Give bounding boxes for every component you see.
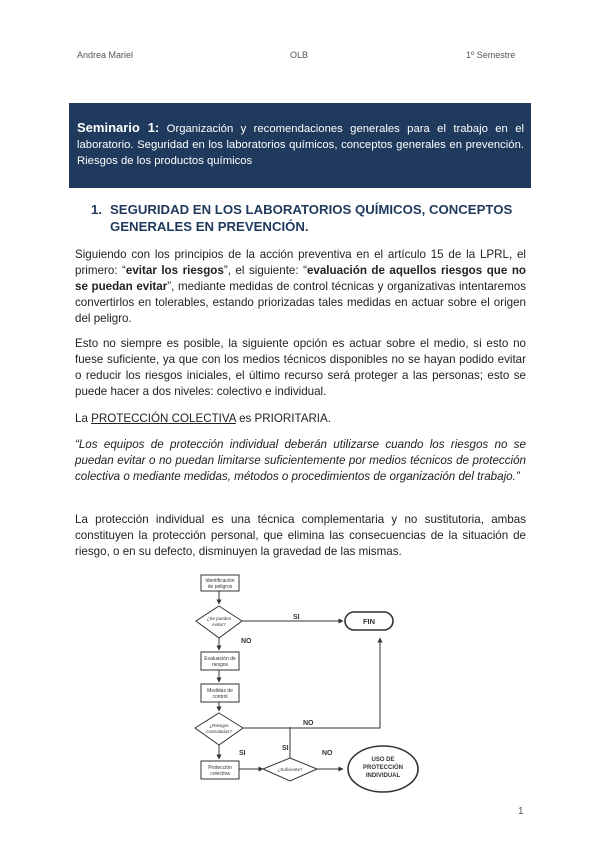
paragraph-individual: La protección individual es una técnica complementaria y no sustitutoria, ambas constituyen la protección personal, que elimina las consecuencias de la situación de riesgo, o en su defecto, disminuyen la gravedad de las mismas. bbox=[75, 513, 526, 558]
svg-text:control bbox=[212, 694, 227, 700]
fc-label-si-2: SI bbox=[239, 750, 246, 757]
fc-label-si-3: SI bbox=[282, 745, 289, 752]
page-number: 1 bbox=[518, 806, 524, 817]
svg-text:PROTECCIÓN bbox=[363, 763, 403, 771]
fc-box4-line2: colectiva bbox=[210, 771, 230, 777]
svg-text:NO bbox=[241, 638, 252, 645]
fc-box2-line2: riesgos bbox=[211, 662, 229, 668]
svg-text:controlados? bbox=[206, 729, 232, 734]
seminar-label: Seminario 1: bbox=[77, 120, 160, 135]
paragraph-collective bbox=[75, 411, 526, 427]
fc-epi-line1: USO DE bbox=[371, 757, 395, 763]
svg-text:NO bbox=[303, 720, 314, 727]
svg-text:NO bbox=[322, 750, 333, 757]
fc-d2-line1: ¿Riesgos bbox=[209, 723, 229, 728]
svg-text:FIN bbox=[363, 617, 375, 626]
fc-epi-line3: INDIVIDUAL bbox=[365, 773, 401, 779]
seminar-banner bbox=[69, 103, 531, 188]
fc-box3-line1: Medidas de bbox=[207, 688, 233, 694]
fc-d1-line2: evitar? bbox=[212, 622, 226, 627]
para1-text-3: ”, mediante medidas de control técnicas y organizativas intentaremos convertirlos en tolerables, estando priorizadas tales medidas en actuar sobre el origen del peligro. bbox=[75, 280, 526, 325]
fc-box1-line1: Identificación bbox=[205, 578, 235, 584]
fc-label-no-2: NO bbox=[303, 720, 314, 727]
header-term: 1º Semestre bbox=[466, 50, 516, 60]
fc-label-no-3: NO bbox=[322, 750, 333, 757]
fc-d1-line1: ¿Se pueden bbox=[206, 616, 232, 621]
seminar-description: Organización y recomendaciones generales para el trabajo en el laboratorio. Seguridad en los laboratorios químicos, conceptos generales en prevención. Riesgos de los productos químicos bbox=[77, 123, 524, 167]
svg-text:USO DE bbox=[371, 757, 394, 763]
svg-text:colectiva bbox=[210, 771, 230, 777]
svg-text:SI bbox=[293, 614, 300, 621]
svg-text:de peligros bbox=[208, 584, 233, 590]
fc-box4-line1: Protección bbox=[208, 765, 232, 771]
svg-text:evitar? bbox=[212, 622, 226, 627]
fc-label-no-1: NO bbox=[241, 638, 252, 645]
para3-post: es PRIORITARIA. bbox=[235, 412, 331, 425]
svg-text:SI bbox=[239, 750, 246, 757]
fc-d2-line2: controlados? bbox=[206, 729, 232, 734]
svg-text:INDIVIDUAL bbox=[366, 773, 401, 779]
svg-text:¿Suficiente? bbox=[277, 767, 303, 772]
header-course: OLB bbox=[290, 50, 309, 60]
svg-text:¿Se pueden bbox=[207, 616, 232, 621]
svg-text:riesgos bbox=[212, 662, 229, 668]
fc-end-label: FIN bbox=[362, 617, 376, 626]
para1-bold-2: evaluación de aquellos riesgos que no se puedan evitar bbox=[75, 264, 526, 293]
fc-label-si-1: SI bbox=[293, 614, 300, 621]
fc-box2-line1: Evaluación de bbox=[204, 656, 236, 662]
paragraph-environment: Esto no siempre es posible, la siguiente opción es actuar sobre el medio, si esto no fuese suficiente, ya que con los medios técnicos disponibles no se hayan podido evitar o reducir los riesgos iniciales, el último recurso será proteger a las personas; esto se puede hacer a dos niveles: colectivo e individual. bbox=[75, 337, 526, 398]
section-heading bbox=[91, 201, 521, 235]
fc-d3-label: ¿Suficiente? bbox=[277, 767, 303, 772]
section-number: 1. bbox=[91, 202, 102, 217]
header-author: Andrea Mariel bbox=[77, 50, 134, 60]
fc-box1-line2: de peligros bbox=[207, 584, 233, 590]
svg-text:¿Riesgos bbox=[209, 723, 229, 728]
risk-flowchart bbox=[180, 570, 420, 795]
fc-box3-line2: control bbox=[212, 694, 228, 700]
section-title: SEGURIDAD EN LOS LABORATORIOS QUÍMICOS, CONCEPTOS GENERALES EN PREVENCIÓN. bbox=[110, 202, 513, 234]
collective-protection-link: PROTECCIÓN COLECTIVA bbox=[91, 412, 236, 425]
para1-bold-1: evitar los riesgos bbox=[125, 264, 224, 277]
svg-text:SI bbox=[282, 745, 289, 752]
paragraph-principles bbox=[75, 247, 526, 327]
para3-pre: La bbox=[75, 412, 92, 425]
para1-text-2: ”, el siguiente: “ bbox=[223, 264, 307, 277]
fc-epi-line2: PROTECCIÓN bbox=[362, 765, 404, 771]
para1-text-1: Siguiendo con los principios de la acción preventiva en el artículo 15 de la LPRL, el primero: “ bbox=[75, 248, 526, 277]
legal-quote: “Los equipos de protección individual deberán utilizarse cuando los riesgos no se puedan evitar o no puedan limitarse suficientemente por medios técnicos de protección colectiva o mediante medidas, métodos o procedimientos de organización del trabajo.” bbox=[75, 438, 526, 483]
